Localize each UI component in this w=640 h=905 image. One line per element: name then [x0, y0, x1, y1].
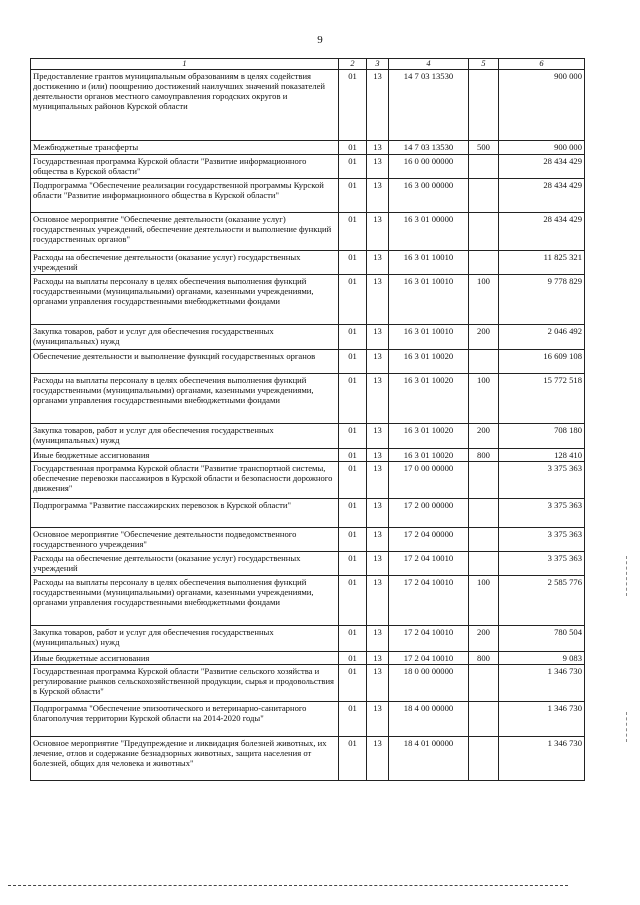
subsection-code-cell: 13 [367, 499, 389, 528]
table-row [31, 324, 585, 349]
target-article-cell: 18 4 01 00000 [389, 737, 469, 781]
target-article-cell: 17 2 04 10010 [389, 652, 469, 665]
target-article-cell: 14 7 03 13530 [389, 69, 469, 140]
subsection-code-cell: 13 [367, 274, 389, 324]
section-code-cell: 01 [339, 349, 367, 373]
row-name-cell: Иные бюджетные ассигнования [31, 448, 339, 461]
target-article-cell: 16 3 01 10020 [389, 448, 469, 461]
amount-cell: 28 434 429 [499, 154, 585, 178]
target-article-cell: 17 2 04 10010 [389, 552, 469, 576]
row-name-cell: Подпрограмма "Обеспечение эпизоотического и ветеринарно-санитарного благополучия территории Курской области на 2014-2020 годы" [31, 702, 339, 737]
table-row [31, 373, 585, 423]
subsection-code-cell: 13 [367, 154, 389, 178]
target-article-cell: 17 2 00 00000 [389, 499, 469, 528]
amount-cell: 28 434 429 [499, 178, 585, 212]
target-article-cell: 17 0 00 00000 [389, 462, 469, 499]
expense-type-cell: 200 [469, 626, 499, 652]
section-code-cell: 01 [339, 576, 367, 626]
subsection-code-cell: 13 [367, 423, 389, 448]
expense-type-cell [469, 69, 499, 140]
expense-type-cell: 100 [469, 274, 499, 324]
section-code-cell: 01 [339, 250, 367, 274]
page-number: 9 [317, 34, 323, 46]
amount-cell: 11 825 321 [499, 250, 585, 274]
section-code-cell: 01 [339, 552, 367, 576]
section-code-cell: 01 [339, 652, 367, 665]
target-article-cell: 18 4 00 00000 [389, 702, 469, 737]
amount-cell: 1 346 730 [499, 737, 585, 781]
expense-type-cell: 100 [469, 373, 499, 423]
subsection-code-cell: 13 [367, 178, 389, 212]
amount-cell: 3 375 363 [499, 528, 585, 552]
amount-cell: 780 504 [499, 626, 585, 652]
row-name-cell: Расходы на выплаты персоналу в целях обеспечения выполнения функций государственными (муниципальными) органами, казенными учреждениями, органами управления государственными внебюджетными фондами [31, 576, 339, 626]
table-row [31, 178, 585, 212]
amount-cell: 9 083 [499, 652, 585, 665]
section-code-cell: 01 [339, 423, 367, 448]
expense-type-cell: 800 [469, 448, 499, 461]
row-name-cell: Закупка товаров, работ и услуг для обеспечения государственных (муниципальных) нужд [31, 324, 339, 349]
amount-cell: 3 375 363 [499, 552, 585, 576]
table-row [31, 499, 585, 528]
amount-cell: 708 180 [499, 423, 585, 448]
column-header: 5 [469, 59, 499, 70]
amount-cell: 3 375 363 [499, 499, 585, 528]
subsection-code-cell: 13 [367, 140, 389, 154]
section-code-cell: 01 [339, 462, 367, 499]
table-row [31, 423, 585, 448]
row-name-cell: Межбюджетные трансферты [31, 140, 339, 154]
section-code-cell: 01 [339, 324, 367, 349]
edge-mark [626, 712, 627, 742]
expense-type-cell [469, 702, 499, 737]
target-article-cell: 16 0 00 00000 [389, 154, 469, 178]
amount-cell: 16 609 108 [499, 349, 585, 373]
subsection-code-cell: 13 [367, 373, 389, 423]
table-row [31, 349, 585, 373]
section-code-cell: 01 [339, 737, 367, 781]
column-header: 1 [31, 59, 339, 70]
table-row [31, 274, 585, 324]
target-article-cell: 16 3 01 10010 [389, 274, 469, 324]
amount-cell: 28 434 429 [499, 212, 585, 250]
target-article-cell: 17 2 04 10010 [389, 626, 469, 652]
subsection-code-cell: 13 [367, 665, 389, 702]
table-row [31, 448, 585, 461]
section-code-cell: 01 [339, 178, 367, 212]
target-article-cell: 16 3 01 10020 [389, 373, 469, 423]
column-header: 2 [339, 59, 367, 70]
subsection-code-cell: 13 [367, 349, 389, 373]
section-code-cell: 01 [339, 69, 367, 140]
target-article-cell: 18 0 00 00000 [389, 665, 469, 702]
target-article-cell: 17 2 04 10010 [389, 576, 469, 626]
section-code-cell: 01 [339, 665, 367, 702]
table-row [31, 665, 585, 702]
expense-type-cell [469, 462, 499, 499]
table-row [31, 528, 585, 552]
table-row [31, 737, 585, 781]
expense-type-cell: 200 [469, 423, 499, 448]
row-name-cell: Государственная программа Курской области "Развитие транспортной системы, обеспечение перевозки пассажиров в Курской области и безопасности дорожного движения" [31, 462, 339, 499]
table-row [31, 576, 585, 626]
target-article-cell: 16 3 01 10010 [389, 250, 469, 274]
amount-cell: 2 046 492 [499, 324, 585, 349]
section-code-cell: 01 [339, 528, 367, 552]
row-name-cell: Основное мероприятие "Обеспечение деятельности подведомственного государственного учреждения" [31, 528, 339, 552]
expense-type-cell: 100 [469, 576, 499, 626]
expense-type-cell [469, 499, 499, 528]
amount-cell: 3 375 363 [499, 462, 585, 499]
subsection-code-cell: 13 [367, 250, 389, 274]
subsection-code-cell: 13 [367, 552, 389, 576]
row-name-cell: Подпрограмма "Обеспечение реализации государственной программы Курской области "Развитие информационного общества в Курской области" [31, 178, 339, 212]
subsection-code-cell: 13 [367, 626, 389, 652]
section-code-cell: 01 [339, 448, 367, 461]
expense-type-cell [469, 737, 499, 781]
amount-cell: 128 410 [499, 448, 585, 461]
section-code-cell: 01 [339, 154, 367, 178]
expense-type-cell [469, 212, 499, 250]
section-code-cell: 01 [339, 499, 367, 528]
amount-cell: 15 772 518 [499, 373, 585, 423]
page-bottom-divider [8, 885, 568, 886]
expense-type-cell: 800 [469, 652, 499, 665]
target-article-cell: 17 2 04 00000 [389, 528, 469, 552]
section-code-cell: 01 [339, 373, 367, 423]
target-article-cell: 14 7 03 13530 [389, 140, 469, 154]
row-name-cell: Подпрограмма "Развитие пассажирских перевозок в Курской области" [31, 499, 339, 528]
edge-mark [626, 556, 627, 596]
row-name-cell: Обеспечение деятельности и выполнение функций государственных органов [31, 349, 339, 373]
subsection-code-cell: 13 [367, 528, 389, 552]
section-code-cell: 01 [339, 140, 367, 154]
column-header: 6 [499, 59, 585, 70]
amount-cell: 900 000 [499, 69, 585, 140]
subsection-code-cell: 13 [367, 69, 389, 140]
expense-type-cell: 200 [469, 324, 499, 349]
subsection-code-cell: 13 [367, 737, 389, 781]
row-name-cell: Расходы на обеспечение деятельности (оказание услуг) государственных учреждений [31, 552, 339, 576]
expense-type-cell [469, 178, 499, 212]
row-name-cell: Расходы на выплаты персоналу в целях обеспечения выполнения функций государственными (муниципальными) органами, казенными учреждениями, органами управления государственными внебюджетными фондами [31, 373, 339, 423]
table-row [31, 462, 585, 499]
table-row [31, 626, 585, 652]
row-name-cell: Закупка товаров, работ и услуг для обеспечения государственных (муниципальных) нужд [31, 423, 339, 448]
amount-cell: 900 000 [499, 140, 585, 154]
subsection-code-cell: 13 [367, 462, 389, 499]
section-code-cell: 01 [339, 212, 367, 250]
table-row [31, 552, 585, 576]
table-header-row [31, 59, 585, 70]
subsection-code-cell: 13 [367, 702, 389, 737]
subsection-code-cell: 13 [367, 652, 389, 665]
table-row [31, 154, 585, 178]
subsection-code-cell: 13 [367, 324, 389, 349]
row-name-cell: Предоставление грантов муниципальным образованиям в целях содействия достижению и (или) поощрению достижений наилучших значений показателей деятельности органов местного самоуправления городских округов и муниципальных районов Курской области [31, 69, 339, 140]
target-article-cell: 16 3 01 10020 [389, 423, 469, 448]
row-name-cell: Закупка товаров, работ и услуг для обеспечения государственных (муниципальных) нужд [31, 626, 339, 652]
subsection-code-cell: 13 [367, 212, 389, 250]
column-header: 3 [367, 59, 389, 70]
target-article-cell: 16 3 00 00000 [389, 178, 469, 212]
column-header: 4 [389, 59, 469, 70]
subsection-code-cell: 13 [367, 448, 389, 461]
table-row [31, 69, 585, 140]
expense-type-cell: 500 [469, 140, 499, 154]
table-row [31, 702, 585, 737]
expense-type-cell [469, 552, 499, 576]
target-article-cell: 16 3 01 10010 [389, 324, 469, 349]
table-row [31, 212, 585, 250]
table-row [31, 652, 585, 665]
amount-cell: 9 778 829 [499, 274, 585, 324]
section-code-cell: 01 [339, 626, 367, 652]
expense-type-cell [469, 528, 499, 552]
table-row [31, 140, 585, 154]
expense-type-cell [469, 154, 499, 178]
amount-cell: 2 585 776 [499, 576, 585, 626]
row-name-cell: Расходы на выплаты персоналу в целях обеспечения выполнения функций государственными (муниципальными) органами, казенными учреждениями, органами управления государственными внебюджетными фондами [31, 274, 339, 324]
row-name-cell: Государственная программа Курской области "Развитие сельского хозяйства и регулирование рынков сельскохозяйственной продукции, сырья и продовольствия в Курской области" [31, 665, 339, 702]
row-name-cell: Государственная программа Курской области "Развитие информационного общества в Курской области" [31, 154, 339, 178]
expense-type-cell [469, 349, 499, 373]
section-code-cell: 01 [339, 274, 367, 324]
row-name-cell: Расходы на обеспечение деятельности (оказание услуг) государственных учреждений [31, 250, 339, 274]
row-name-cell: Иные бюджетные ассигнования [31, 652, 339, 665]
budget-table [30, 58, 585, 781]
section-code-cell: 01 [339, 702, 367, 737]
amount-cell: 1 346 730 [499, 665, 585, 702]
target-article-cell: 16 3 01 10020 [389, 349, 469, 373]
expense-type-cell [469, 665, 499, 702]
row-name-cell: Основное мероприятие "Предупреждение и ликвидация болезней животных, их лечение, отлов и содержание безнадзорных животных, защита населения от болезней, общих для человека и животных" [31, 737, 339, 781]
table-row [31, 250, 585, 274]
target-article-cell: 16 3 01 00000 [389, 212, 469, 250]
expense-type-cell [469, 250, 499, 274]
amount-cell: 1 346 730 [499, 702, 585, 737]
subsection-code-cell: 13 [367, 576, 389, 626]
row-name-cell: Основное мероприятие "Обеспечение деятельности (оказание услуг) государственных учреждений, обеспечение деятельности и выполнение функций государственных органов" [31, 212, 339, 250]
